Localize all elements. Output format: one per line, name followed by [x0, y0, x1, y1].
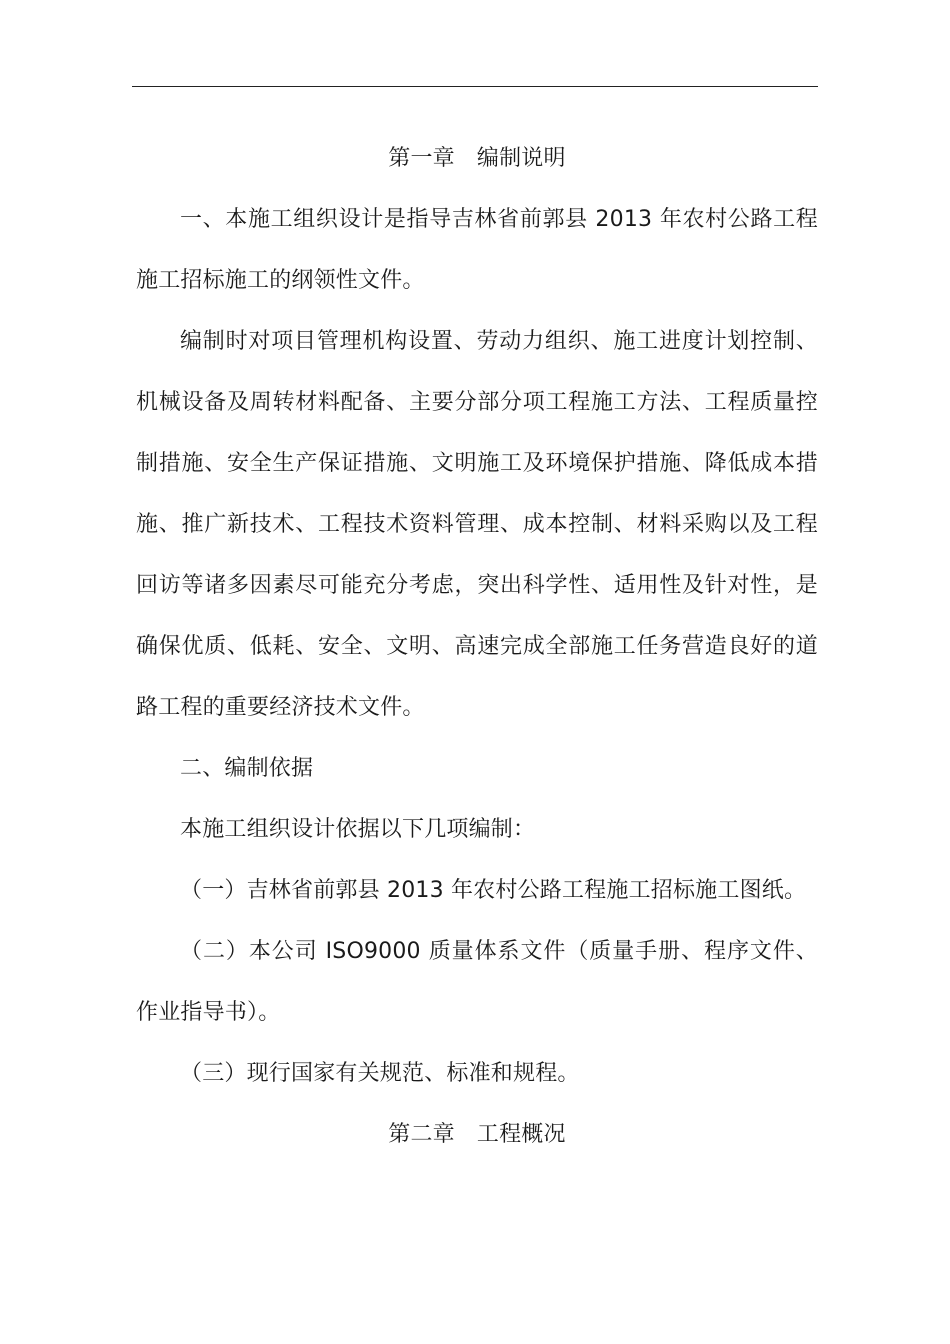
header-rule: [132, 86, 818, 87]
paragraph-basis-intro: 本施工组织设计依据以下几项编制：: [180, 817, 536, 842]
chapter-1-heading: [136, 128, 818, 189]
paragraph-2: 编制时对项目管理机构设置、劳动力组织、施工进度计划控制、机械设备及周转材料配备、主要分部分项工程施工方法、工程质量控制措施、安全生产保证措施、文明施工及环境保护措施、降低成本措施、推广新技术、工程技术资料管理、成本控制、材料采购以及工程回访等诸多因素尽可能充分考虑，突出科学性、适用性及针对性，是确保优质、低耗、安全、文明、高速完成全部施工任务营造良好的道路工程的重要经济技术文件。: [136, 329, 818, 720]
chapter-2-label: 第二章: [388, 1122, 455, 1147]
chapter-2-heading: [136, 1104, 818, 1165]
basis-item-1: （一）吉林省前郭县 2013 年农村公路工程施工招标施工图纸。: [180, 878, 807, 903]
chapter-1-label: 第一章: [388, 146, 455, 171]
basis-item-3: （三）现行国家有关规范、标准和规程。: [180, 1061, 580, 1086]
chapter-2-title: 工程概况: [476, 1122, 566, 1147]
chapter-1-title: 编制说明: [476, 146, 566, 171]
document-body: [136, 128, 818, 1165]
section-2-heading: 二、编制依据: [180, 756, 314, 781]
paragraph-1: 一、本施工组织设计是指导吉林省前郭县 2013 年农村公路工程施工招标施工的纲领性文件。: [136, 207, 818, 293]
basis-item-2: （二）本公司 ISO9000 质量体系文件（质量手册、程序文件、作业指导书）。: [136, 939, 818, 1025]
